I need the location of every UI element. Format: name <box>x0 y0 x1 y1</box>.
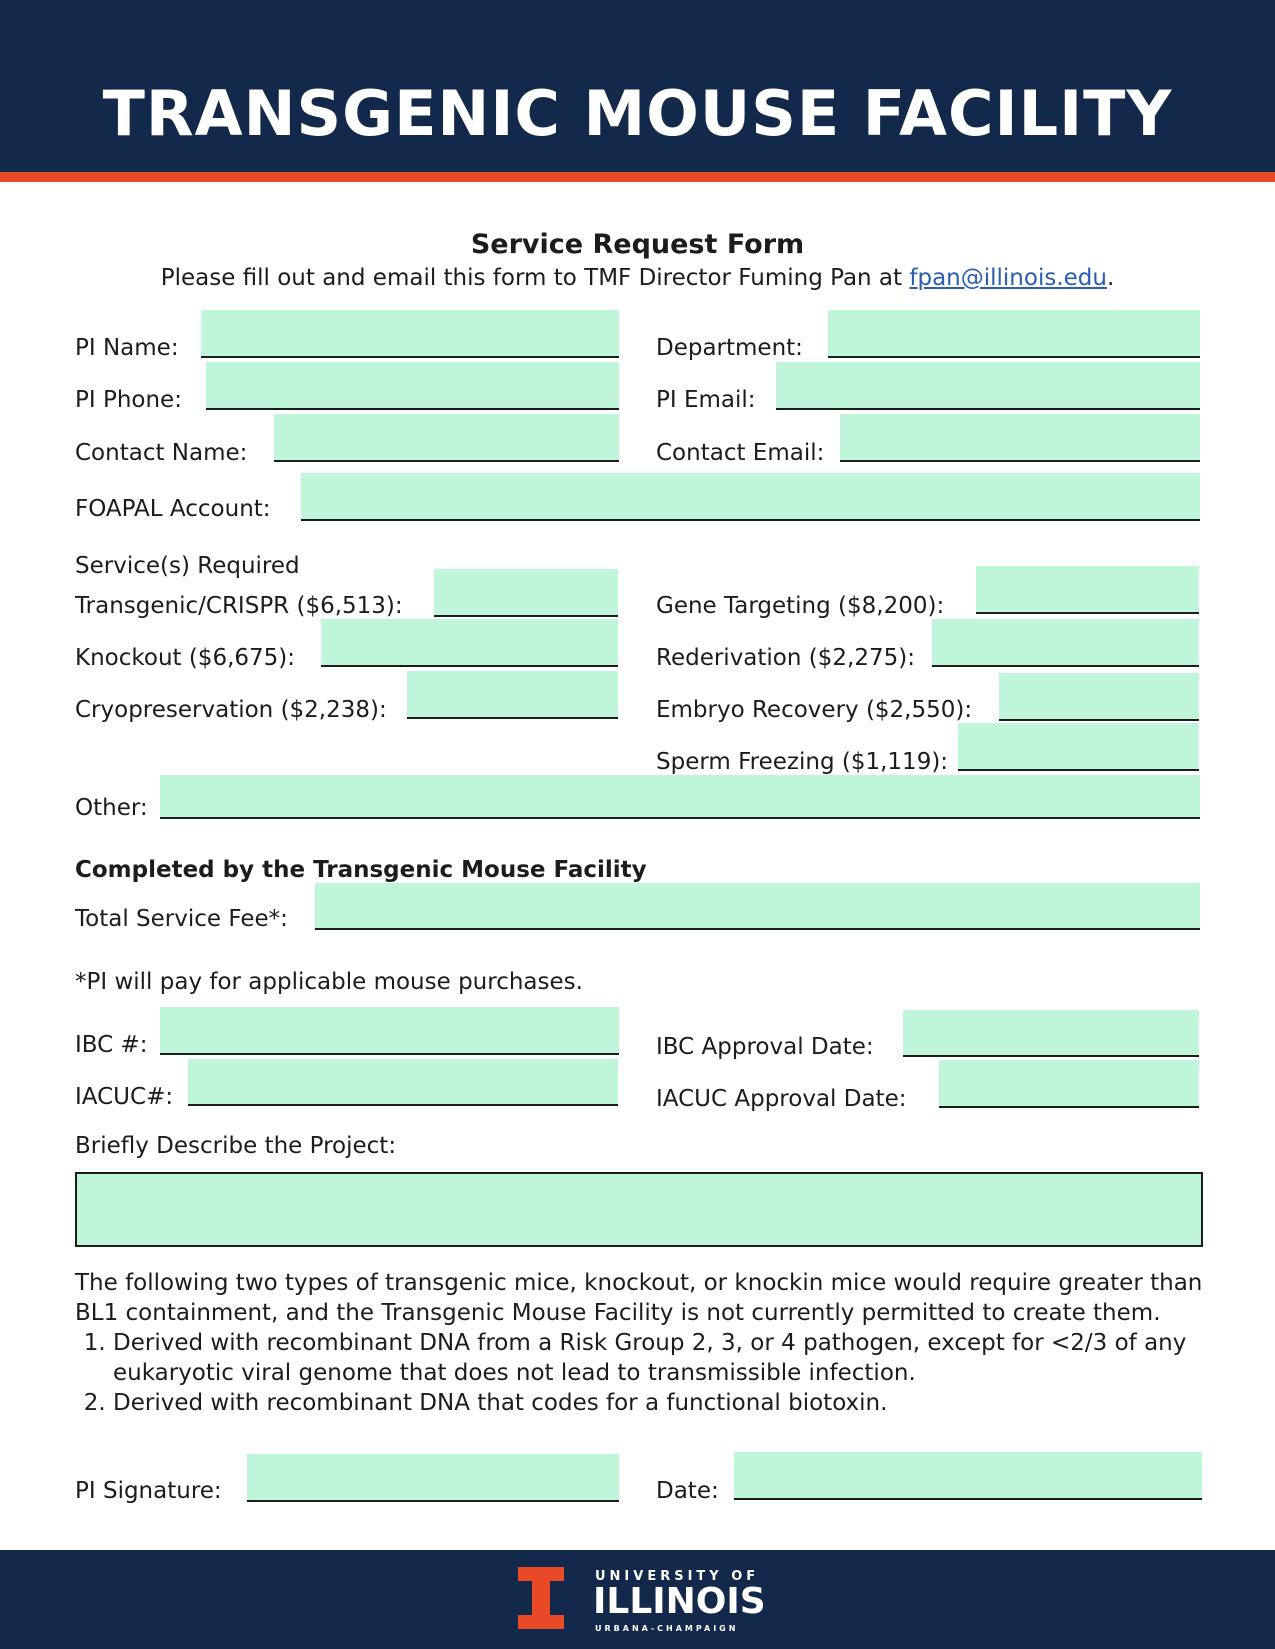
iacuc-number-field[interactable] <box>188 1059 618 1106</box>
contact-email-label: Contact Email: <box>656 440 825 466</box>
sperm-freezing-label: Sperm Freezing ($1,119): <box>656 749 949 775</box>
page-title: TRANSGENIC MOUSE FACILITY <box>102 77 1173 150</box>
pi-signature-label: PI Signature: <box>75 1478 222 1504</box>
instructions-suffix: . <box>1106 265 1115 291</box>
describe-label: Briefly Describe the Project: <box>75 1133 397 1159</box>
foapal-label: FOAPAL Account: <box>75 496 271 522</box>
contact-email-field[interactable] <box>840 414 1200 462</box>
notice-item: 2. Derived with recombinant DNA that codes for a functional biotoxin. <box>113 1388 1205 1418</box>
ibc-number-label: IBC #: <box>75 1032 148 1058</box>
other-field[interactable] <box>160 775 1200 819</box>
rederivation-label: Rederivation ($2,275): <box>656 645 915 671</box>
date-field[interactable] <box>734 1452 1202 1500</box>
transgenic-field[interactable] <box>434 569 618 617</box>
instructions-text: Please fill out and email this form to TMF Director Fuming Pan at <box>160 265 910 291</box>
pi-name-field[interactable] <box>201 310 619 358</box>
contact-name-field[interactable] <box>274 414 619 462</box>
department-label: Department: <box>656 335 803 361</box>
header-banner <box>0 0 1275 182</box>
gene-targeting-field[interactable] <box>976 566 1199 614</box>
pi-signature-field[interactable] <box>247 1454 619 1502</box>
notice-item: 1. Derived with recombinant DNA from a Risk Group 2, 3, or 4 pathogen, except for <2/3 of any eukaryotic viral genome that does not lead to transmissible infection. <box>113 1328 1205 1388</box>
pi-phone-field[interactable] <box>206 362 619 410</box>
department-field[interactable] <box>828 310 1200 358</box>
logo-university-of: UNIVERSITY OF <box>595 1569 760 1584</box>
total-fee-label: Total Service Fee*: <box>75 906 288 932</box>
notice-list <box>75 1328 1205 1418</box>
project-description-field[interactable] <box>75 1172 1203 1247</box>
iacuc-date-label: IACUC Approval Date: <box>656 1086 907 1112</box>
embryo-recovery-label: Embryo Recovery ($2,550): <box>656 697 973 723</box>
iacuc-number-label: IACUC#: <box>75 1084 174 1110</box>
ibc-date-field[interactable] <box>903 1010 1199 1057</box>
ibc-date-label: IBC Approval Date: <box>656 1034 874 1060</box>
transgenic-label: Transgenic/CRISPR ($6,513): <box>75 593 403 619</box>
form-instructions <box>0 263 1275 293</box>
pi-email-field[interactable] <box>776 362 1200 410</box>
pi-email-label: PI Email: <box>656 387 756 413</box>
block-i-logo-icon <box>518 1567 564 1629</box>
foapal-field[interactable] <box>301 473 1200 521</box>
pi-name-label: PI Name: <box>75 335 179 361</box>
knockout-field[interactable] <box>321 619 618 667</box>
footer-banner <box>0 1550 1275 1649</box>
notice-intro: The following two types of transgenic mice, knockout, or knockin mice would require greater than BL1 containment, and the Transgenic Mouse Facility is not currently permitted to create them. <box>75 1270 1203 1326</box>
embryo-recovery-field[interactable] <box>999 673 1199 721</box>
gene-targeting-label: Gene Targeting ($8,200): <box>656 593 945 619</box>
facility-heading: Completed by the Transgenic Mouse Facility <box>75 857 647 883</box>
sperm-freezing-field[interactable] <box>958 723 1199 771</box>
contact-name-label: Contact Name: <box>75 440 248 466</box>
logo-urbana-champaign: URBANA-CHAMPAIGN <box>595 1624 739 1633</box>
cryopreservation-field[interactable] <box>407 671 618 719</box>
total-fee-field[interactable] <box>315 883 1200 930</box>
director-email-link[interactable]: fpan@illinois.edu <box>909 265 1107 291</box>
pi-phone-label: PI Phone: <box>75 387 182 413</box>
rederivation-field[interactable] <box>932 619 1199 667</box>
logo-illinois: ILLINOIS <box>593 1581 766 1622</box>
footnote-text: *PI will pay for applicable mouse purchases. <box>75 969 583 995</box>
knockout-label: Knockout ($6,675): <box>75 645 296 671</box>
iacuc-date-field[interactable] <box>939 1060 1199 1108</box>
form-title: Service Request Form <box>470 229 805 260</box>
services-heading: Service(s) Required <box>75 553 300 579</box>
containment-notice <box>75 1268 1205 1418</box>
date-label: Date: <box>656 1478 719 1504</box>
ibc-number-field[interactable] <box>160 1007 619 1055</box>
other-label: Other: <box>75 795 148 821</box>
cryopreservation-label: Cryopreservation ($2,238): <box>75 697 387 723</box>
